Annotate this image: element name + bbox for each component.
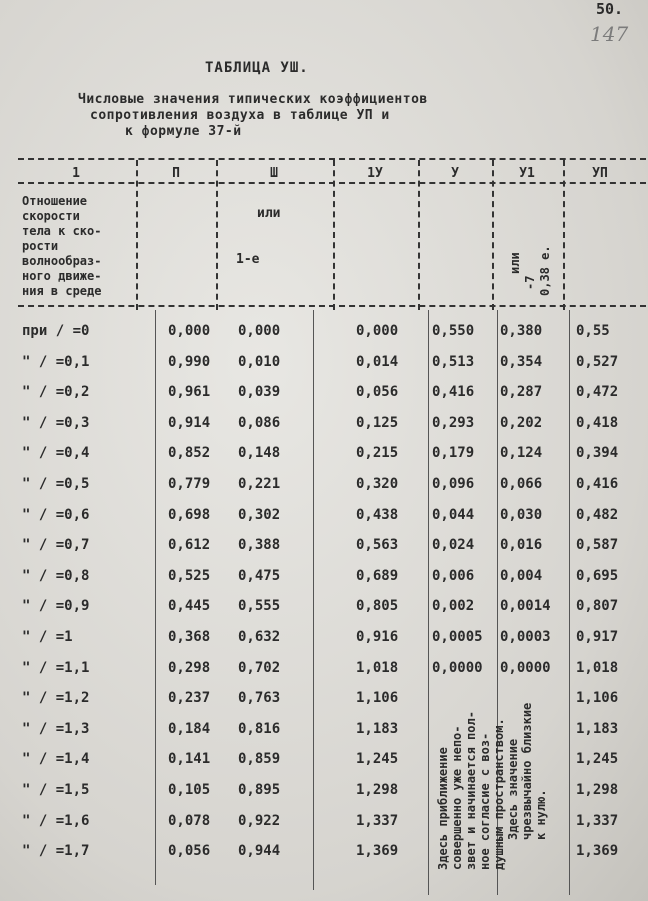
table-cell: 0,179 (432, 445, 475, 462)
table-cell: 0,0014 (500, 598, 551, 615)
table-cell: 0,513 (432, 353, 475, 370)
row-label: при / =0 (22, 323, 90, 339)
table-cell: 0,632 (238, 629, 281, 645)
table-cell: 0,914 (168, 414, 211, 431)
table-cell: 0,320 (356, 476, 399, 492)
table-cell: 0,000 (356, 323, 399, 339)
table-cell: 1,245 (576, 751, 619, 768)
table-cell: 0,380 (500, 323, 543, 339)
row-label: " / =0,6 (22, 506, 90, 523)
table-cell: 0,917 (576, 629, 619, 645)
row-header-text: Отношение скорости тела к ско- рости волнообраз- ного движе- ния в среде (22, 194, 102, 298)
table-cell: 0,066 (500, 476, 543, 492)
column-number: УП (592, 166, 608, 181)
table-cell: 1,245 (356, 751, 399, 768)
table-cell: 0,237 (168, 690, 211, 707)
table-cell: 1,183 (576, 720, 619, 737)
table-cell: 0,124 (500, 445, 543, 462)
table-cell: 1,106 (576, 690, 619, 707)
table-cell: 0,014 (356, 353, 399, 370)
table-cell: 0,779 (168, 476, 211, 492)
table-cell: 0,0003 (500, 629, 551, 645)
row-label: " / =1,6 (22, 812, 90, 829)
table-cell: 0,555 (238, 598, 281, 615)
table-cell: 0,416 (576, 476, 619, 492)
handwritten-number: 147 (590, 22, 629, 46)
table-cell: 0,287 (500, 384, 543, 401)
table-cell: 1,298 (356, 782, 399, 798)
table-cell: 1,298 (576, 782, 619, 798)
subtitle-line: Числовые значения типических коэффициентов (78, 92, 428, 107)
col6-header-formula: 0,38 е. (538, 245, 552, 296)
table-cell: 0,298 (168, 659, 211, 676)
table-cell: 0,141 (168, 751, 211, 768)
table-cell: 0,475 (238, 567, 281, 584)
col6-header-exp: -7 (523, 275, 537, 290)
column-divider (563, 160, 565, 310)
table-top-rule (18, 158, 646, 160)
table-cell: 0,807 (576, 598, 619, 615)
column-divider (136, 160, 138, 310)
row-label: " / =1,4 (22, 751, 90, 768)
table-cell: 1,337 (356, 812, 399, 829)
row-label: " / =0,8 (22, 567, 90, 584)
column-divider (418, 160, 420, 310)
col6-header-or: или (508, 252, 522, 274)
table-cell: 0,096 (432, 476, 475, 492)
row-label: " / =1,2 (22, 690, 90, 707)
table-cell: 0,527 (576, 353, 619, 370)
column-number: У1 (519, 166, 535, 181)
table-cell: 0,961 (168, 384, 211, 401)
column-number: П (172, 166, 180, 181)
table-cell: 0,004 (500, 567, 543, 584)
table-cell: 0,016 (500, 537, 543, 554)
table-cell: 0,472 (576, 384, 619, 401)
table-cell: 0,125 (356, 414, 399, 431)
table-cell: 0,525 (168, 567, 211, 584)
table-cell: 0,445 (168, 598, 211, 615)
table-cell: 0,698 (168, 506, 211, 523)
table-cell: 0,852 (168, 445, 211, 462)
table-cell: 1,018 (576, 659, 619, 676)
table-cell: 1,337 (576, 812, 619, 829)
table-cell: 0,044 (432, 506, 475, 523)
table-cell: 0,859 (238, 751, 281, 768)
column-number: Ш (270, 166, 278, 181)
row-label: " / =0,2 (22, 384, 90, 401)
table-cell: 0,0000 (432, 659, 483, 676)
table-cell: 1,369 (356, 843, 399, 860)
table-cell: 1,369 (576, 843, 619, 860)
body-divider (313, 310, 314, 890)
column-divider (333, 160, 335, 310)
body-divider (569, 310, 570, 895)
table-cell: 1,106 (356, 690, 399, 707)
table-cell: 0,816 (238, 720, 281, 737)
table-cell: 0,202 (500, 414, 543, 431)
body-divider (155, 310, 156, 885)
table-cell: 0,221 (238, 476, 281, 492)
table-cell: 0,024 (432, 537, 475, 554)
body-divider (428, 310, 429, 895)
header-number-rule (18, 182, 646, 184)
table-cell: 0,010 (238, 353, 281, 370)
table-cell: 1,183 (356, 720, 399, 737)
subtitle-line: к формуле 37-й (125, 124, 242, 139)
table-cell: 0,039 (238, 384, 281, 401)
col3-header-or: или (257, 206, 281, 221)
table-cell: 0,354 (500, 353, 543, 370)
table-cell: 0,148 (238, 445, 281, 462)
table-cell: 0,002 (432, 598, 475, 615)
row-label: " / =1,7 (22, 843, 90, 860)
table-cell: 0,916 (356, 629, 399, 645)
column-divider (216, 160, 218, 310)
table-cell: 0,086 (238, 414, 281, 431)
table-cell: 0,302 (238, 506, 281, 523)
table-cell: 0,482 (576, 506, 619, 523)
column-number: У (451, 166, 459, 181)
header-bottom-rule (18, 305, 646, 307)
table-cell: 0,0000 (500, 659, 551, 676)
table-cell: 0,184 (168, 720, 211, 737)
table-cell: 0,922 (238, 812, 281, 829)
column-divider (492, 160, 494, 310)
row-label: " / =1,3 (22, 720, 90, 737)
table-cell: 0,368 (168, 629, 211, 645)
note-col5: Здесь приближение совершенно уже непо- звет и начинается пол- ное согласие с воз- душным пространством. (436, 711, 506, 870)
col3-header-formula: 1-е (236, 252, 260, 267)
table-cell: 0,55 (576, 323, 610, 339)
table-cell: 0,416 (432, 384, 475, 401)
table-title: ТАБЛИЦА УШ. (205, 60, 309, 76)
table-cell: 0,394 (576, 445, 619, 462)
row-label: " / =0,7 (22, 537, 90, 554)
table-cell: 0,006 (432, 567, 475, 584)
table-cell: 0,000 (168, 323, 211, 339)
table-cell: 0,030 (500, 506, 543, 523)
table-cell: 0,388 (238, 537, 281, 554)
table-cell: 0,293 (432, 414, 475, 431)
table-cell: 0,587 (576, 537, 619, 554)
table-cell: 0,105 (168, 782, 211, 798)
row-label: " / =0,4 (22, 445, 90, 462)
table-cell: 0,418 (576, 414, 619, 431)
note-col6: Здесь значение чрезвычайно близкие к нулю. (506, 702, 548, 840)
table-cell: 0,990 (168, 353, 211, 370)
table-cell: 0,563 (356, 537, 399, 554)
column-number: 1 (72, 166, 80, 181)
row-label: " / =1 (22, 629, 73, 645)
table-cell: 0,056 (168, 843, 211, 860)
table-cell: 0,000 (238, 323, 281, 339)
table-cell: 0,689 (356, 567, 399, 584)
page-number: 50. (596, 0, 624, 18)
table-cell: 1,018 (356, 659, 399, 676)
row-label: " / =0,3 (22, 414, 90, 431)
table-cell: 0,805 (356, 598, 399, 615)
table-cell: 0,550 (432, 323, 475, 339)
table-cell: 0,215 (356, 445, 399, 462)
row-label: " / =1,5 (22, 782, 90, 798)
column-number: 1У (367, 166, 383, 181)
table-cell: 0,612 (168, 537, 211, 554)
row-label: " / =0,1 (22, 353, 90, 370)
table-cell: 0,702 (238, 659, 281, 676)
table-cell: 0,695 (576, 567, 619, 584)
table-cell: 0,944 (238, 843, 281, 860)
row-label: " / =0,5 (22, 476, 90, 492)
table-cell: 0,0005 (432, 629, 483, 645)
table-cell: 0,056 (356, 384, 399, 401)
table-cell: 0,078 (168, 812, 211, 829)
table-cell: 0,895 (238, 782, 281, 798)
table-cell: 0,438 (356, 506, 399, 523)
row-label: " / =1,1 (22, 659, 90, 676)
table-cell: 0,763 (238, 690, 281, 707)
row-label: " / =0,9 (22, 598, 90, 615)
subtitle-line: сопротивления воздуха в таблице УП и (90, 108, 390, 123)
